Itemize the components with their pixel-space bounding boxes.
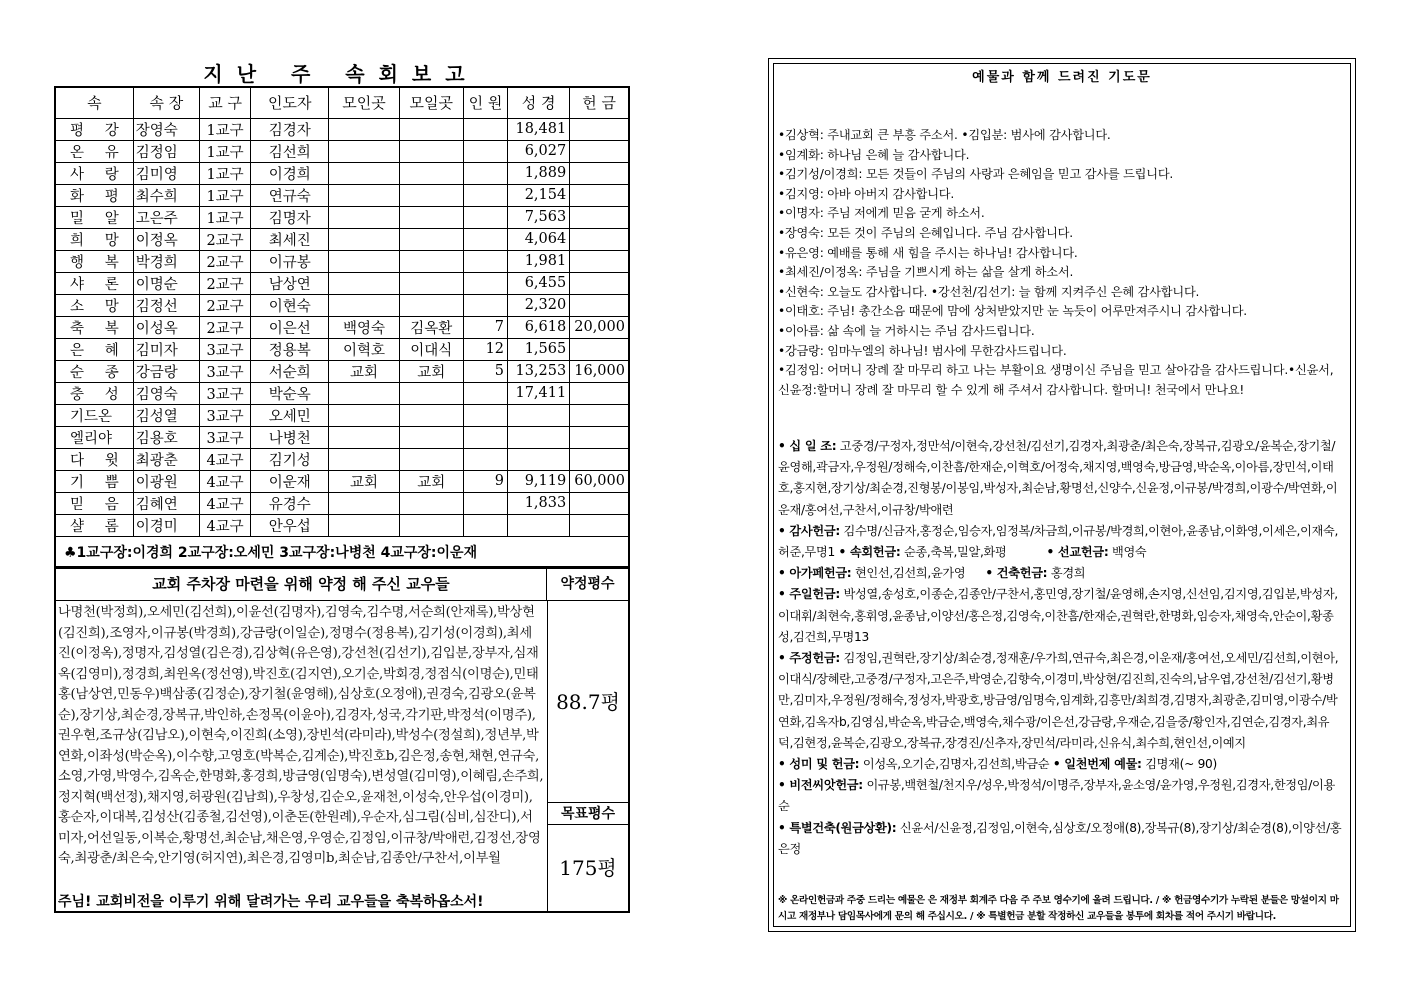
cell-met [329,272,399,294]
holy-names: 이성옥,오기순,김명자,김선희,박금순 [862,757,1050,772]
cell-district: 3교구 [199,360,250,382]
cell-leader: 이명순 [133,272,199,294]
target-area-label: 목표평수 [547,803,628,825]
cell-team: 다 윗 [55,448,133,470]
cell-district: 1교구 [199,162,250,184]
cell-offering [570,426,629,448]
cell-next: 교회 [399,360,463,382]
cell-team: 엘리야 [55,426,133,448]
cell-met [329,140,399,162]
target-area-value: 175평 [547,825,628,911]
prayer-title: 예물과 함께 드려진 기도문 [972,70,1152,85]
cell-district: 2교구 [199,228,250,250]
cell-next [399,228,463,250]
cell-met [329,206,399,228]
prayer-line: •김지영: 아바 아버지 감사합니다. [778,186,955,201]
cell-met [329,250,399,272]
cell-next [399,448,463,470]
table-row [55,162,629,184]
table-header-row [55,87,629,118]
cell-next [399,140,463,162]
building-label: • 건축헌금: [985,566,1048,581]
cell-next [399,514,463,536]
mission-label: • 선교헌금: [1046,545,1109,560]
cell-count [463,426,507,448]
cell-leader: 강금랑 [133,360,199,382]
cell-district: 3교구 [199,426,250,448]
cell-team: 믿 음 [55,492,133,514]
table-row [55,140,629,162]
cell-bible: 2,154 [508,184,570,206]
cell-guide: 유경수 [251,492,329,514]
table-row [55,426,629,448]
cell-bible [508,426,570,448]
cell-met [329,404,399,426]
cell-guide: 박순옥 [251,382,329,404]
table-row [55,250,629,272]
cell-offering [570,206,629,228]
header-leader: 속 장 [133,87,199,118]
small-group-names: 순종,축복,밀알,화평 [903,545,1007,560]
cell-next [399,426,463,448]
cell-met [329,492,399,514]
cell-next [399,272,463,294]
cell-district: 4교구 [199,492,250,514]
table-row [55,404,629,426]
cell-guide: 오세민 [251,404,329,426]
weekly-entry [778,648,1344,754]
tithe-names: 고중경/구정자,정만석/이현숙,강선천/김선기,김경자,최광춘/최은숙,장복규,김광오/윤복순,장기철/윤영해,곽금자,우정원/정해숙,이찬흠/한재순,이혁호/어정숙,채지영,백영숙,방금영,박순옥,이아름,장민석,이태호,홍지현,장기상/최순경,진형봉/이봉임,박성자,최순남,황명선,신양수,신윤정,이규봉/박경희,이광수/박연화,이운재/홍여선,구찬서,이규창/박애련 [778,439,1338,517]
cell-team: 소 망 [55,294,133,316]
cell-guide: 연규숙 [251,184,329,206]
cell-guide: 김선희 [251,140,329,162]
cell-next [399,184,463,206]
table-row [55,272,629,294]
cell-guide: 이경희 [251,162,329,184]
cell-guide: 이운재 [251,470,329,492]
table-row [55,118,629,140]
cell-offering [570,382,629,404]
thanks-entry [778,521,1344,563]
cell-bible: 2,320 [508,294,570,316]
cell-count [463,250,507,272]
cell-team: 축 복 [55,316,133,338]
promise-area-label: 약정평수 [547,568,628,601]
header-next-place: 모일곳 [399,87,463,118]
tithe-label: • 십 일 조: [778,439,837,453]
cell-leader: 김혜연 [133,492,199,514]
cell-bible: 6,618 [508,316,570,338]
cell-guide: 나병천 [251,426,329,448]
tithe-entry [778,436,1344,521]
table-row [55,338,629,360]
report-title: 지난 주 속회보고 [203,62,479,86]
weekly-names: 김정임,권혁란,장기상/최순경,정재훈/우가희,연규숙,최은경,이운재/홍여선,오세민/김선희,이현아,이대식/장혜란,고중경/구정자,고은주,박영순,김향숙,이경미,박상현/김진희,진숙의,남우엽,강선천/김선기,황병만,김미자,우정원/정해숙,정성자,박광호,방금영/임명숙,임계화,김흥만/최희경,김명자,최광춘,김미영,이광수/박연화,김옥자b,김영심,박순옥,박금순,백영숙,채수광/이은선,강금랑,우재순,김을중/황인자,김연순,김경자,최유덕,김현정,윤복순,김광오,장복규,장경진/신추자,장민석/라미라,신유식,최수희,현인선,이예지 [778,651,1339,750]
cell-guide: 김명자 [251,206,329,228]
prayer-line: •장영숙: 모든 것이 주님의 은혜입니다. 주님 감사합니다. [778,225,1073,240]
table-row [55,448,629,470]
cell-leader: 김정선 [133,294,199,316]
prayer-line: •이아름: 삶 속에 늘 거하시는 주님 감사드립니다. [778,323,1035,338]
cell-district: 3교구 [199,338,250,360]
cell-district: 4교구 [199,514,250,536]
holy-entry [778,754,1344,775]
cell-met [329,162,399,184]
cell-guide: 김경자 [251,118,329,140]
cell-bible: 6,455 [508,272,570,294]
special-names: 신윤서/신윤정,김정임,이현숙,심상호/오정애(8),장복규(8),장기상/최순경(8),이양선/홍은정 [778,820,1342,856]
header-offering: 헌 금 [570,87,629,118]
header-met-place: 모인곳 [329,87,399,118]
cell-bible: 1,833 [508,492,570,514]
cell-leader: 최광춘 [133,448,199,470]
thanks-label: • 감사헌금: [778,523,840,538]
cell-bible: 9,119 [508,470,570,492]
cell-count [463,492,507,514]
cell-bible: 1,981 [508,250,570,272]
cell-offering [570,118,629,140]
cell-leader: 이광원 [133,470,199,492]
cell-count: 9 [463,470,507,492]
cell-leader: 김영숙 [133,382,199,404]
cell-next [399,382,463,404]
cell-team: 샬 롬 [55,514,133,536]
thousand-names: 김명재(~ 90) [1145,757,1217,772]
cell-next [399,118,463,140]
cell-offering [570,404,629,426]
cell-team: 온 유 [55,140,133,162]
cell-team: 샤 론 [55,272,133,294]
lord-label: • 주일헌금: [778,587,840,602]
offering-list [778,436,1344,860]
cell-district: 3교구 [199,382,250,404]
cell-met [329,426,399,448]
cell-count [463,206,507,228]
prayer-line: •유은영: 예배를 통해 새 힘을 주시는 하나님! 감사합니다. [778,245,1078,260]
table-body [55,118,629,536]
cell-bible [508,404,570,426]
table-row [55,228,629,250]
cell-next [399,162,463,184]
cell-district: 1교구 [199,140,250,162]
cell-met [329,382,399,404]
cell-guide: 이규봉 [251,250,329,272]
table-row [55,184,629,206]
header-team: 속 [55,87,133,118]
cell-guide: 안우섭 [251,514,329,536]
cell-count [463,448,507,470]
prayer-line: •임계화: 하나님 은혜 늘 감사합니다. [778,147,970,162]
cell-leader: 김용호 [133,426,199,448]
cell-next [399,492,463,514]
cell-team: 은 혜 [55,338,133,360]
cell-count [463,118,507,140]
cell-offering [570,294,629,316]
district-leaders-row [55,536,629,568]
cell-count [463,404,507,426]
cell-next [399,250,463,272]
prayer-line: •김상혁: 주내교회 큰 부흥 주소서. •김입분: 범사에 감사합니다. [778,128,1111,142]
special-label: • 특별건축(원금상환): [778,820,897,835]
cell-district: 2교구 [199,294,250,316]
cell-district: 1교구 [199,118,250,140]
cell-team: 화 평 [55,184,133,206]
cell-offering: 60,000 [570,470,629,492]
header-bible: 성 경 [508,87,570,118]
cell-bible: 13,253 [508,360,570,382]
cell-offering [570,514,629,536]
cell-leader: 김미자 [133,338,199,360]
prayer-line: •이명자: 주님 저에게 믿음 굳게 하소서. [778,206,985,221]
cell-next [399,404,463,426]
vision-names: 이규봉,백현철/천지우/성우,박정석/이명주,장부자,윤소영/윤가영,우정원,김경자,한정임/이용순 [778,778,1335,814]
vision-entry [778,775,1344,817]
cell-next: 김옥환 [399,316,463,338]
district-leaders: ♣1교구장:이경희 2교구장:오세민 3교구장:나병천 4교구장:이운재 [55,536,629,568]
table-row [55,470,629,492]
cell-district: 2교구 [199,316,250,338]
prayer-line: •강금랑: 임마누엘의 하나님! 범사에 무한감사드립니다. [778,343,1067,358]
table-row [55,316,629,338]
thousand-label: • 일천번제 예물: [1052,757,1142,772]
meeting-report-table [54,86,630,569]
cell-bible [508,514,570,536]
table-row [55,514,629,536]
cell-met: 교회 [329,360,399,382]
thanks-names: 김수명/신금자,홍정순,임승자,임정복/차금희,이규봉/박경희,이현아,윤종남,이화영,이세은,이재숙,허준,무명1 [778,523,1339,560]
cell-offering [570,272,629,294]
cell-next: 이대식 [399,338,463,360]
cell-guide: 이현숙 [251,294,329,316]
cell-guide: 최세진 [251,228,329,250]
prayer-list [778,126,1344,400]
cell-leader: 이성옥 [133,316,199,338]
cell-team: 기 쁨 [55,470,133,492]
vision-label: • 비전씨앗헌금: [778,778,863,793]
cell-count: 12 [463,338,507,360]
holy-label: • 성미 및 헌금: [778,757,860,772]
cell-bible: 6,027 [508,140,570,162]
cell-district: 4교구 [199,470,250,492]
cell-district: 1교구 [199,184,250,206]
cell-leader: 김성열 [133,404,199,426]
cell-next [399,206,463,228]
cell-bible: 18,481 [508,118,570,140]
cell-guide: 남상연 [251,272,329,294]
small-group-label: • 속회헌금: [838,545,901,560]
cell-offering [570,184,629,206]
cell-leader: 김미영 [133,162,199,184]
cell-leader: 박경희 [133,250,199,272]
cell-leader: 장영숙 [133,118,199,140]
cell-leader: 고은주 [133,206,199,228]
cell-leader: 이경미 [133,514,199,536]
cell-count [463,514,507,536]
cell-offering [570,162,629,184]
cell-district: 2교구 [199,272,250,294]
cell-met: 백영숙 [329,316,399,338]
special-entry [778,818,1344,860]
cell-count [463,294,507,316]
footnotes: ※ 온라인헌금과 주중 드리는 예물은 은 재정부 회계주 다음 주 주보 영수기에 올려 드립니다. / ※ 헌금영수기가 누락된 분들은 망설이지 마시고 재정부나 담임목사에게 문의 해 주십시오. / ※ 특별헌금 분할 작정하신 교우들을 봉투에 회차를 적어 주시기 바랍니다. [778,895,1339,922]
prayer-line: •신현숙: 오늘도 감사합니다. •강선천/김선기: 늘 함께 지켜주신 은혜 감사합니다. [778,284,1200,299]
cell-met [329,514,399,536]
cell-team: 평 강 [55,118,133,140]
cell-bible: 1,889 [508,162,570,184]
cell-district: 1교구 [199,206,250,228]
cell-count [463,140,507,162]
table-row [55,360,629,382]
prayer-line: •이태호: 주님! 총간소음 때문에 맘에 상처받았지만 눈 녹듯이 어루만져주시니 감사합니다. [778,304,1247,319]
parking-heading: 교회 주차장 마련을 위해 약정 해 주신 교우들 [56,568,547,601]
building-names: 홍경희 [1050,566,1086,581]
cell-offering [570,228,629,250]
cell-met [329,228,399,250]
cell-met [329,448,399,470]
prayer-line: •김기성/이경희: 모든 것들이 주님의 사랑과 은혜임을 믿고 감사를 드립니다. [778,167,1174,182]
lord-entry [778,584,1344,648]
cell-count [463,228,507,250]
agape-label: • 아가페헌금: [778,566,852,581]
prayer-line: •최세진/이정옥: 주님을 기쁘시게 하는 삶을 살게 하소서. [778,265,1074,280]
cell-count [463,272,507,294]
cell-district: 4교구 [199,448,250,470]
cell-count: 7 [463,316,507,338]
agape-names: 현인선,김선희,윤가영 [854,566,966,581]
mission-names: 백영숙 [1111,545,1147,560]
cell-next [399,294,463,316]
cell-count: 5 [463,360,507,382]
table-row [55,206,629,228]
cell-district: 2교구 [199,250,250,272]
table-row [55,294,629,316]
agape-entry [778,563,1344,584]
pledge-names: 나명천(박정희),오세민(김선희),이윤선(김명자),김영숙,김수명,서순희(안재록),박상현(김진희),조영자,이규봉(박경희),강금랑(이일순),정명수(정용복),김기성(이경희),최세진(이정옥),정명자,김성열(김은경),김상혁(유은영),강선천(김선기),김입분,장부자,심재옥(김영미),정경희,최윈옥(정선영),박진호(김지연),오기순,박회경,정점식(이명순),민태홍(남상연,민동우)백삼종(김정순),장기철(윤영해),심상호(오정애),권경숙,김광오(윤복순),장기상,최순경,장복규,박인하,손정목(이윤아),김경자,성국,각기판,박정석(이명주),권우현,조규상(김남오),이현숙,이진희(소영),장빈석(라미라),박성수(정설희),정년부,박연화,이좌성(박순옥),이수향,고영호(박복순,김계순),박진호b,김은정,송현,채현,연규숙,소영,가영,박영수,김옥순,한명화,홍경희,방금영(임명숙),변성열(김미영),이혜림,손주희,정지혁(백선정),채지영,허광원(김남희),우창성,김순오,윤재천,이성숙,안우섭(이경미),홍순자,이대복,김성산(김종철,김선영),이춘돈(한원례),우순자,심그림(심비,심잔디),서미자,어선일동,이복순,황명선,최순남,채은영,우영순,김정임,이규창/박애런,김정선,장영숙,최광춘/최은숙,안기영(허지연),최은경,김영미b,최순남,김종안/구찬서,이부월 [58,605,544,866]
weekly-label: • 주정헌금: [778,651,840,666]
prayer-line: •김정임: 어머니 장례 잘 마무리 하고 나는 부활이요 생명이신 주님을 믿고 살아감을 감사드립니다.•신윤서,신윤정:할머니 장례 잘 마무리 할 수 있게 해 주셔서 감사합니다. 할머니! 천국에서 만나요! [778,363,1334,397]
cell-met [329,184,399,206]
cell-leader: 이정옥 [133,228,199,250]
cell-guide: 이은선 [251,316,329,338]
cell-next: 교회 [399,470,463,492]
parking-prayer: 주님! 교회비전을 이루기 위해 달려가는 우리 교우들을 축복하옵소서! [58,894,484,910]
header-count: 인 원 [463,87,507,118]
cell-team: 사 랑 [55,162,133,184]
cell-count [463,184,507,206]
cell-leader: 최수희 [133,184,199,206]
cell-bible [508,448,570,470]
cell-offering [570,140,629,162]
cell-bible: 17,411 [508,382,570,404]
cell-team: 순 종 [55,360,133,382]
cell-leader: 김정임 [133,140,199,162]
cell-met [329,118,399,140]
header-district: 교 구 [199,87,250,118]
cell-district: 3교구 [199,404,250,426]
cell-guide: 김기성 [251,448,329,470]
cell-team: 충 성 [55,382,133,404]
cell-met: 교회 [329,470,399,492]
table-row [55,492,629,514]
promise-area-value: 88.7평 [547,601,628,803]
cell-guide: 정용복 [251,338,329,360]
cell-team: 행 복 [55,250,133,272]
cell-bible: 4,064 [508,228,570,250]
lord-names: 박성열,송성호,이종순,김종안/구찬서,홍민영,장기철/윤영해,손지영,신선임,김지영,김입분,박성자,이대휘/최현숙,홍휘영,윤종남,이양선/홍은정,김영숙,이찬흠/한재순,권혁란,한명화,임승자,채영숙,안순이,황종성,김건희,무명13 [778,587,1338,644]
header-guide: 인도자 [251,87,329,118]
cell-bible: 1,565 [508,338,570,360]
parking-pledge-box [54,566,630,913]
cell-offering: 16,000 [570,360,629,382]
cell-count [463,382,507,404]
cell-offering [570,338,629,360]
cell-offering [570,448,629,470]
cell-team: 밀 알 [55,206,133,228]
cell-guide: 서순희 [251,360,329,382]
cell-met: 이혁호 [329,338,399,360]
cell-offering [570,250,629,272]
cell-bible: 7,563 [508,206,570,228]
table-row [55,382,629,404]
cell-team: 희 망 [55,228,133,250]
cell-met [329,294,399,316]
cell-team: 기드온 [55,404,133,426]
cell-count [463,162,507,184]
cell-offering: 20,000 [570,316,629,338]
cell-offering [570,492,629,514]
